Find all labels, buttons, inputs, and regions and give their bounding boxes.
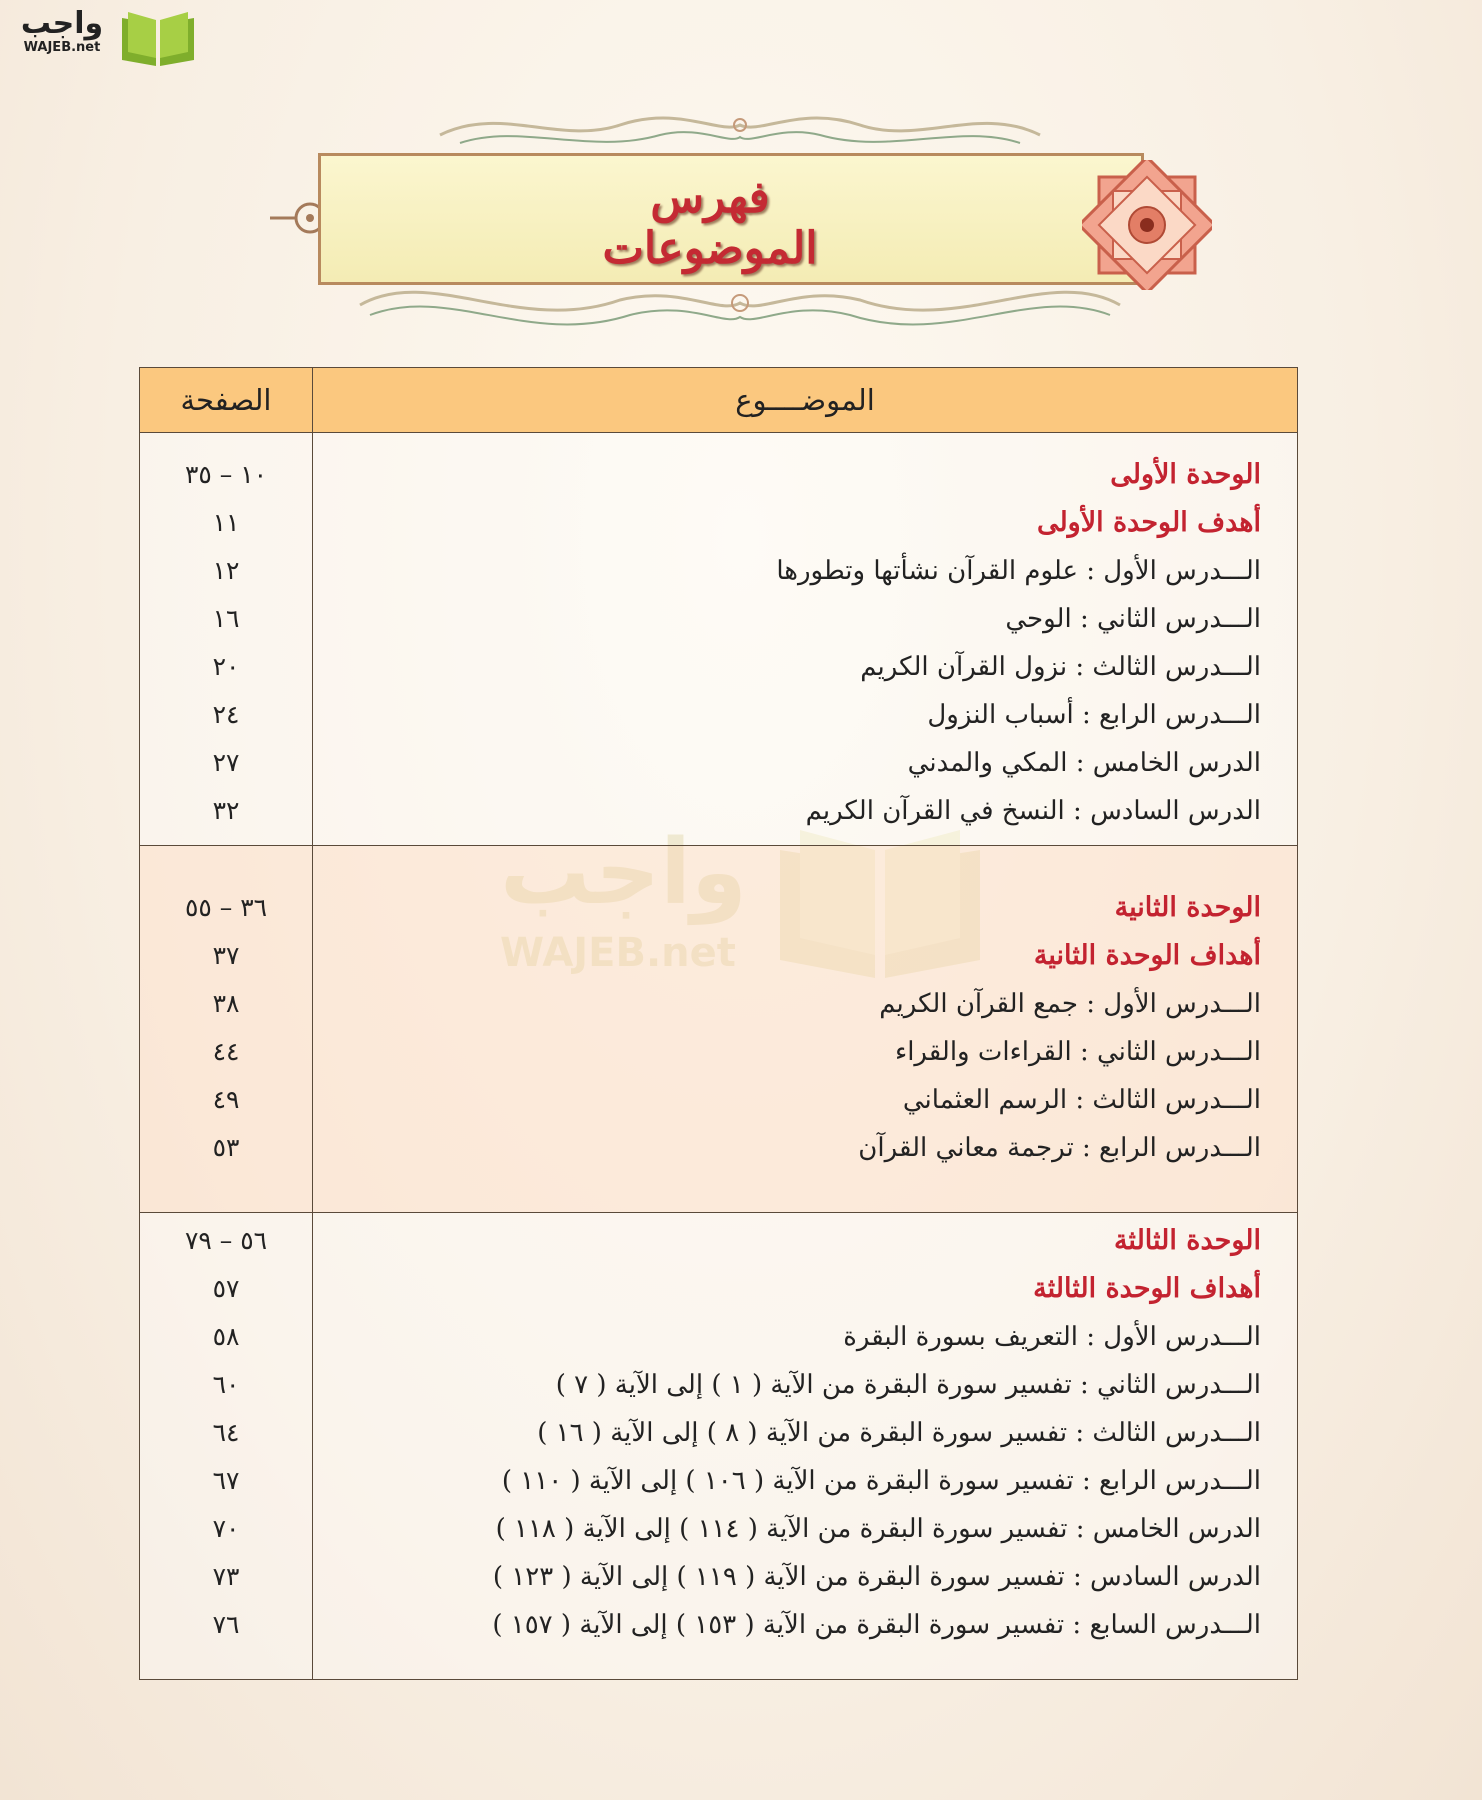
page-number: ١٢ (212, 556, 240, 585)
page-number: ٧٦ (212, 1610, 240, 1639)
watermark-arabic: واجب (500, 820, 747, 925)
lesson-item: الدرس السادس : تفسير سورة البقرة من الآية ( ١١٩ ) إلى الآية ( ١٢٣ ) (492, 1562, 1261, 1592)
page-number: ٧٣ (212, 1562, 240, 1591)
lesson-item: الدرس الخامس : تفسير سورة البقرة من الآية ( ١١٤ ) إلى الآية ( ١١٨ ) (495, 1514, 1261, 1544)
unit-2-pages (140, 846, 313, 1213)
page-number: ٤٤ (212, 1037, 240, 1066)
unit-goals: أهداف الوحدة الثانية (1033, 940, 1261, 971)
book-icon (118, 8, 198, 68)
contents-table (139, 367, 1298, 1680)
lesson-item: الـــدرس الثالث : تفسير سورة البقرة من الآية ( ٨ ) إلى الآية ( ١٦ ) (537, 1418, 1261, 1448)
unit-title: الوحدة الأولى (1110, 459, 1261, 490)
header-page: الصفحة (140, 368, 313, 433)
unit-1-pages (140, 433, 313, 846)
page-number: ٦٧ (212, 1466, 240, 1495)
logo-english: WAJEB.net (23, 40, 101, 55)
lesson-item: الـــدرس الثالث : الرسم العثماني (902, 1085, 1261, 1115)
logo-text (12, 6, 112, 55)
unit-title: الوحدة الثانية (1114, 892, 1261, 923)
lesson-item: الـــدرس الأول : جمع القرآن الكريم (879, 989, 1261, 1019)
lesson-item: الـــدرس الثاني : الوحي (1005, 604, 1261, 634)
page-number: ٤٩ (212, 1085, 240, 1114)
lesson-item: الـــدرس الثالث : نزول القرآن الكريم (860, 652, 1261, 682)
unit-3-topics (313, 1213, 1298, 1680)
unit-3-section (140, 1213, 1298, 1680)
page-number: ٣٧ (212, 941, 240, 970)
lesson-item: الدرس السادس : النسخ في القرآن الكريم (805, 796, 1261, 826)
page-number: ٢٧ (212, 748, 240, 777)
lesson-item: الـــدرس الثاني : تفسير سورة البقرة من الآية ( ١ ) إلى الآية ( ٧ ) (555, 1370, 1261, 1400)
unit-1-topics (313, 433, 1298, 846)
page-number: ١١ (212, 508, 240, 537)
header-topic: الموضــــوع (313, 368, 1298, 433)
unit-goals: أهدف الوحدة الأولى (1036, 507, 1261, 538)
lesson-item: الـــدرس الثاني : القراءات والقراء (894, 1037, 1261, 1067)
page-number: ٢٤ (212, 700, 240, 729)
star-ornament-icon (1082, 160, 1212, 290)
page-number: ٦٠ (212, 1370, 240, 1399)
page-number: ٥٨ (212, 1322, 240, 1351)
unit-goals: أهداف الوحدة الثالثة (1033, 1273, 1261, 1304)
wajeb-logo[interactable] (12, 6, 192, 66)
unit-title: الوحدة الثالثة (1113, 1225, 1261, 1256)
lesson-item: الـــدرس الأول : التعريف بسورة البقرة (843, 1322, 1261, 1352)
unit-2-section (140, 846, 1298, 1213)
watermark-english: WAJEB.net (500, 930, 736, 976)
lesson-item: الـــدرس الرابع : تفسير سورة البقرة من الآية ( ١٠٦ ) إلى الآية ( ١١٠ ) (501, 1466, 1261, 1496)
page-number: ٣٨ (212, 989, 240, 1018)
page-number: ٥٣ (212, 1133, 240, 1162)
unit-3-pages (140, 1213, 313, 1680)
page-number: ٧٠ (212, 1514, 240, 1543)
page-number: ١٦ (212, 604, 240, 633)
page-title: فهرس الموضوعات (602, 172, 818, 274)
lesson-item: الـــدرس الأول : علوم القرآن نشأتها وتطورها (776, 556, 1261, 586)
unit-2-topics (313, 846, 1298, 1213)
page-number: ٢٠ (212, 652, 240, 681)
page-number: ٣٦ – ٥٥ (184, 893, 268, 922)
lesson-item: الدرس الخامس : المكي والمدني (907, 748, 1261, 778)
lesson-item: الـــدرس الرابع : أسباب النزول (927, 700, 1261, 730)
unit-1-section (140, 433, 1298, 846)
page-number: ٣٢ (212, 796, 240, 825)
lesson-item: الـــدرس السابع : تفسير سورة البقرة من الآية ( ١٥٣ ) إلى الآية ( ١٥٧ ) (492, 1610, 1261, 1640)
lesson-item: الـــدرس الرابع : ترجمة معاني القرآن (858, 1133, 1261, 1163)
page-number: ٥٧ (212, 1274, 240, 1303)
logo-arabic: واجب (20, 6, 104, 41)
page-number: ٥٦ – ٧٩ (184, 1226, 268, 1255)
page-number: ١٠ – ٣٥ (184, 460, 268, 489)
page-number: ٦٤ (212, 1418, 240, 1447)
table-header-row (140, 368, 1298, 433)
